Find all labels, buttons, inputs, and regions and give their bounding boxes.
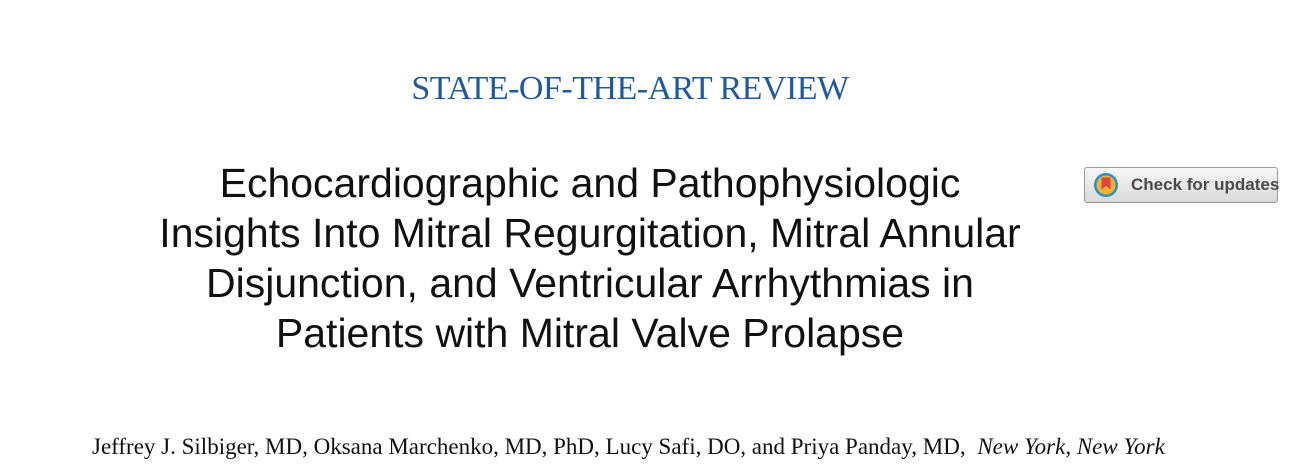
check-for-updates-button[interactable] xyxy=(1084,167,1278,203)
crossmark-icon xyxy=(1093,172,1119,198)
article-title: Echocardiographic and Pathophysiologic Insights Into Mitral Regurgitation, Mitral Annular Disjunction, and Ventricular Arrhythmias in Patients with Mitral Valve Prolapse xyxy=(159,160,1021,356)
author-list: Jeffrey J. Silbiger, MD, Oksana Marchenko, MD, PhD, Lucy Safi, DO, and Priya Panday, MD, xyxy=(92,434,966,459)
author-byline xyxy=(92,434,1272,460)
author-location: New York, New York xyxy=(977,434,1165,459)
section-label: STATE-OF-THE-ART REVIEW xyxy=(411,70,849,107)
check-for-updates-label: Check for updates xyxy=(1131,175,1280,194)
